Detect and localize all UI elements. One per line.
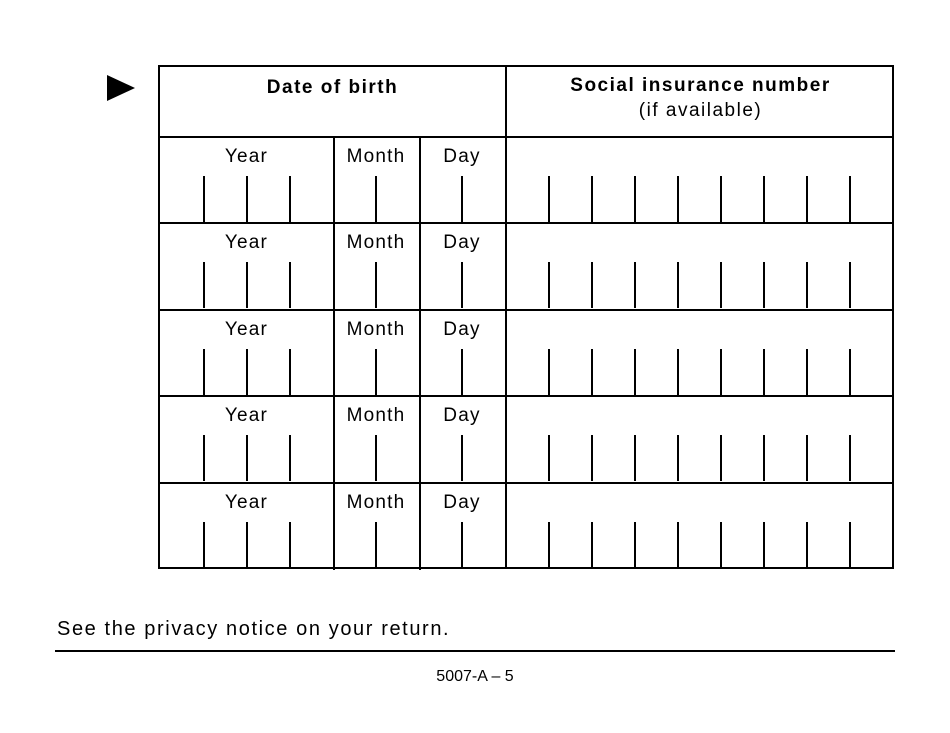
- sin-input[interactable]: [507, 433, 892, 481]
- sin-input[interactable]: [507, 347, 892, 395]
- digit-separator-tick: [289, 349, 291, 395]
- digit-separator-tick: [548, 262, 550, 308]
- month-label: Month: [346, 232, 406, 254]
- sin-input[interactable]: [507, 520, 892, 568]
- digit-separator-tick: [849, 522, 851, 568]
- digit-separator-tick: [203, 435, 205, 481]
- digit-separator-tick: [246, 349, 248, 395]
- digit-separator-tick: [548, 349, 550, 395]
- digit-separator-tick: [591, 262, 593, 308]
- year-label: Year: [224, 405, 269, 427]
- digit-separator-tick: [246, 435, 248, 481]
- digit-separator-tick: [677, 435, 679, 481]
- day-label: Day: [443, 232, 481, 254]
- row-divider: [160, 309, 892, 311]
- sin-column-divider: [505, 67, 507, 567]
- digit-separator-tick: [461, 522, 463, 568]
- digit-separator-tick: [634, 435, 636, 481]
- digit-separator-tick: [720, 176, 722, 222]
- pointer-arrow-icon: [107, 75, 135, 101]
- digit-separator-tick: [763, 435, 765, 481]
- sin-header-title: Social insurance number: [570, 75, 831, 96]
- digit-separator-tick: [591, 435, 593, 481]
- digit-separator-tick: [591, 349, 593, 395]
- sin-header-subtitle: (if available): [638, 100, 763, 121]
- digit-separator-tick: [203, 262, 205, 308]
- digit-separator-tick: [246, 176, 248, 222]
- footer-rule: [55, 650, 895, 652]
- year-label: Year: [224, 318, 269, 340]
- day-label: Day: [443, 146, 481, 167]
- digit-separator-tick: [375, 262, 377, 308]
- digit-separator-tick: [461, 262, 463, 308]
- digit-separator-tick: [677, 176, 679, 222]
- digit-separator-tick: [677, 262, 679, 308]
- digit-separator-tick: [763, 262, 765, 308]
- row-divider: [160, 222, 892, 224]
- sin-header: [507, 75, 894, 122]
- digit-separator-tick: [763, 349, 765, 395]
- digit-separator-tick: [203, 522, 205, 568]
- digit-separator-tick: [849, 176, 851, 222]
- year-label: Year: [224, 491, 269, 513]
- digit-separator-tick: [461, 176, 463, 222]
- digit-separator-tick: [246, 262, 248, 308]
- row-divider: [160, 395, 892, 397]
- month-label: Month: [346, 491, 406, 513]
- digit-separator-tick: [806, 349, 808, 395]
- digit-separator-tick: [806, 522, 808, 568]
- header-divider: [160, 136, 892, 138]
- digit-separator-tick: [849, 349, 851, 395]
- digit-separator-tick: [677, 522, 679, 568]
- digit-separator-tick: [634, 522, 636, 568]
- digit-separator-tick: [289, 262, 291, 308]
- privacy-notice: See the privacy notice on your return.: [57, 618, 451, 640]
- digit-separator-tick: [591, 522, 593, 568]
- date-of-birth-header: Date of birth: [266, 77, 399, 98]
- digit-separator-tick: [289, 435, 291, 481]
- digit-separator-tick: [289, 522, 291, 568]
- digit-separator-tick: [548, 522, 550, 568]
- digit-separator-tick: [375, 435, 377, 481]
- page-number: 5007-A – 5: [436, 668, 514, 685]
- digit-separator-tick: [806, 176, 808, 222]
- digit-separator-tick: [763, 176, 765, 222]
- month-label: Month: [346, 318, 406, 340]
- day-label: Day: [443, 318, 481, 340]
- digit-separator-tick: [720, 349, 722, 395]
- digit-separator-tick: [720, 262, 722, 308]
- digit-separator-tick: [634, 176, 636, 222]
- month-label: Month: [346, 146, 406, 167]
- digit-separator-tick: [203, 176, 205, 222]
- digit-separator-tick: [806, 262, 808, 308]
- digit-separator-tick: [634, 262, 636, 308]
- digit-separator-tick: [720, 435, 722, 481]
- digit-separator-tick: [548, 176, 550, 222]
- day-label: Day: [443, 405, 481, 427]
- digit-separator-tick: [849, 435, 851, 481]
- month-label: Month: [346, 405, 406, 427]
- digit-separator-tick: [677, 349, 679, 395]
- row-divider: [160, 482, 892, 484]
- digit-separator-tick: [246, 522, 248, 568]
- digit-separator-tick: [763, 522, 765, 568]
- digit-separator-tick: [461, 435, 463, 481]
- digit-separator-tick: [461, 349, 463, 395]
- dependant-info-table: [158, 65, 894, 569]
- year-label: Year: [224, 146, 269, 167]
- sin-input[interactable]: [507, 174, 892, 222]
- digit-separator-tick: [375, 522, 377, 568]
- digit-separator-tick: [591, 176, 593, 222]
- day-label: Day: [443, 491, 481, 513]
- digit-separator-tick: [720, 522, 722, 568]
- digit-separator-tick: [548, 435, 550, 481]
- digit-separator-tick: [289, 176, 291, 222]
- digit-separator-tick: [375, 176, 377, 222]
- digit-separator-tick: [203, 349, 205, 395]
- digit-separator-tick: [849, 262, 851, 308]
- sin-input[interactable]: [507, 260, 892, 308]
- digit-separator-tick: [375, 349, 377, 395]
- digit-separator-tick: [634, 349, 636, 395]
- digit-separator-tick: [806, 435, 808, 481]
- year-label: Year: [224, 232, 269, 254]
